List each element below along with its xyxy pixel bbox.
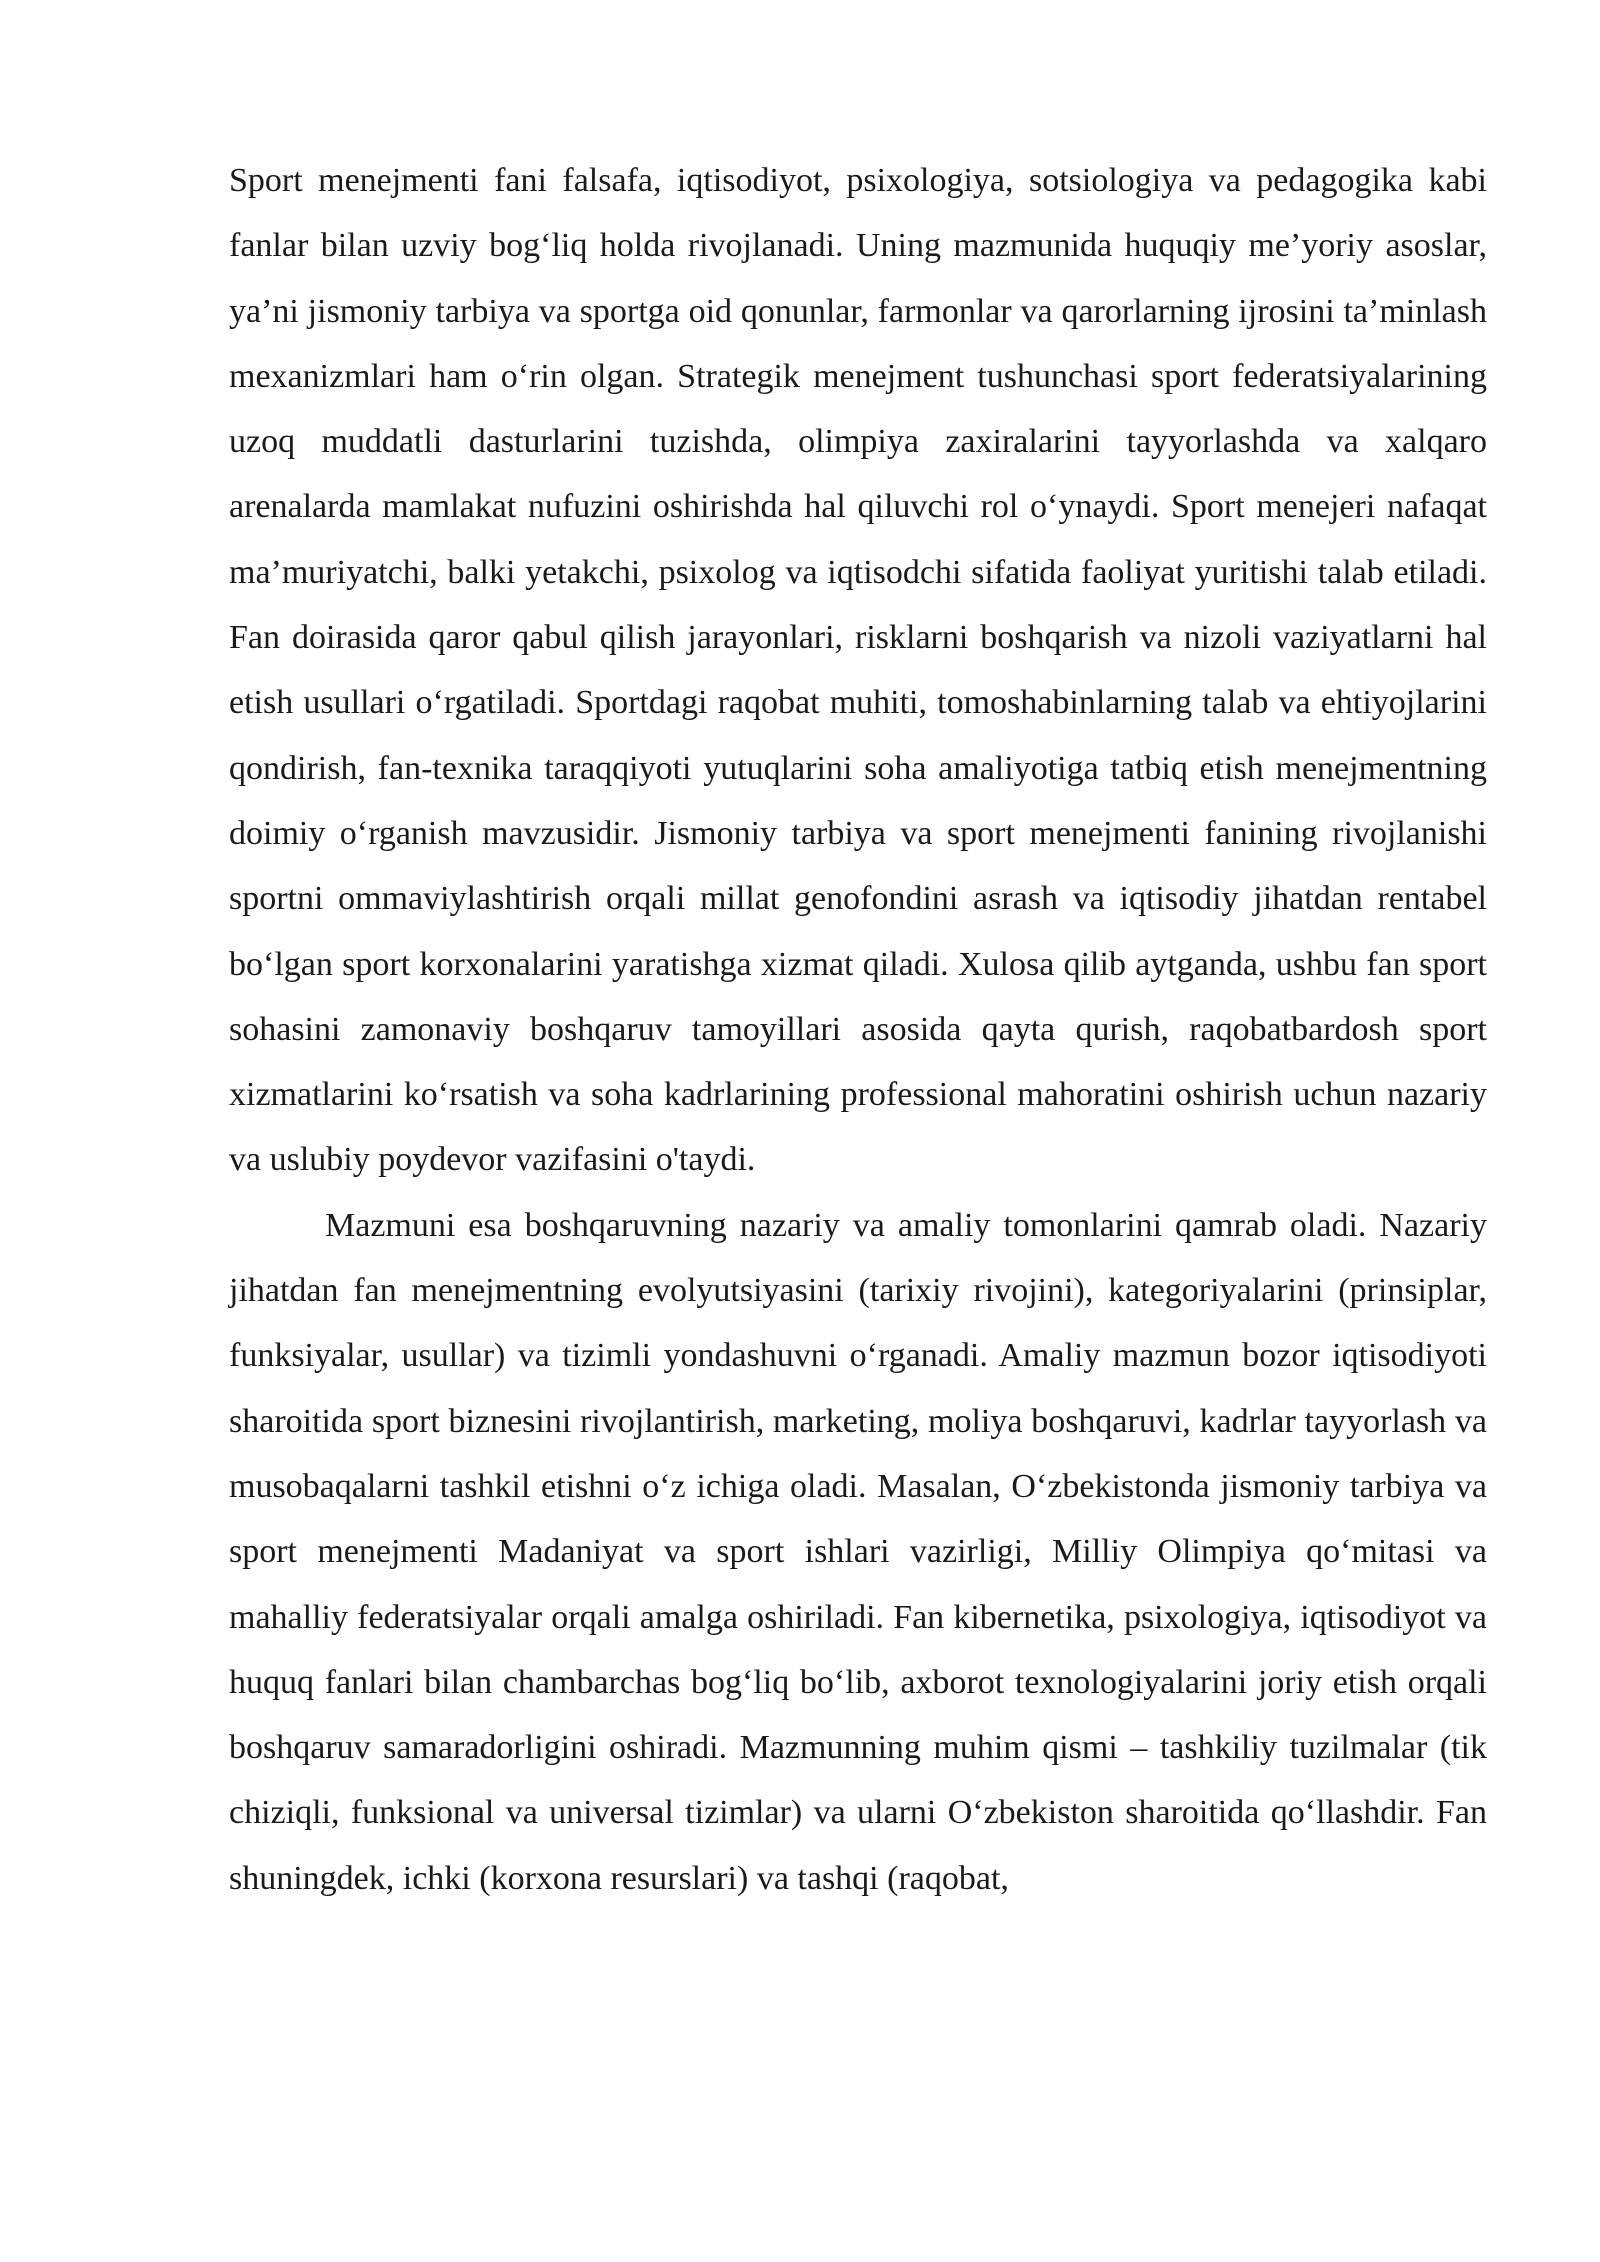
- body-text: [229, 148, 1487, 1911]
- paragraph-content-description: Mazmuni esa boshqaruvning nazariy va amaliy tomonlarini qamrab oladi. Nazariy jihatdan fan menejmentning evolyutsiyasini (tarixiy rivojini), kategoriyalarini (prinsiplar, funksiyalar, usullar) va tizimli yondashuvni o‘rganadi. Amaliy mazmun bozor iqtisodiyoti sharoitida sport biznesini rivojlantirish, marketing, moliya boshqaruvi, kadrlar tayyorlash va musobaqalarni tashkil etishni o‘z ichiga oladi. Masalan, O‘zbekistonda jismoniy tarbiya va sport menejmenti Madaniyat va sport ishlari vazirligi, Milliy Olimpiya qo‘mitasi va mahalliy federatsiyalar orqali amalga oshiriladi. Fan kibernetika, psixologiya, iqtisodiyot va huquq fanlari bilan chambarchas bog‘liq bo‘lib, axborot texnologiyalarini joriy etish orqali boshqaruv samaradorligini oshiradi. Mazmunning muhim qismi – tashkiliy tuzilmalar (tik chiziqli, funksional va universal tizimlar) va ularni O‘zbekiston sharoitida qo‘llashdir. Fan shuningdek, ichki (korxona resurslari) va tashqi (raqobat,: [229, 1206, 1487, 1897]
- paragraph-sport-management-overview: Sport menejmenti fani falsafa, iqtisodiyot, psixologiya, sotsiologiya va pedagogika kabi fanlar bilan uzviy bog‘liq holda rivojlanadi. Uning mazmunida huquqiy me’yoriy asoslar, ya’ni jismoniy tarbiya va sportga oid qonunlar, farmonlar va qarorlarning ijrosini ta’minlash mexanizmlari ham o‘rin olgan. Strategik menejment tushunchasi sport federatsiyalarining uzoq muddatli dasturlarini tuzishda, olimpiya zaxiralarini tayyorlashda va xalqaro arenalarda mamlakat nufuzini oshirishda hal qiluvchi rol o‘ynaydi. Sport menejeri nafaqat ma’muriyatchi, balki yetakchi, psixolog va iqtisodchi sifatida faoliyat yuritishi talab etiladi. Fan doirasida qaror qabul qilish jarayonlari, risklarni boshqarish va nizoli vaziyatlarni hal etish usullari o‘rgatiladi. Sportdagi raqobat muhiti, tomoshabinlarning talab va ehtiyojlarini qondirish, fan-texnika taraqqiyoti yutuqlarini soha amaliyotiga tatbiq etish menejmentning doimiy o‘rganish mavzusidir. Jismoniy tarbiya va sport menejmenti fanining rivojlanishi sportni ommaviylashtirish orqali millat genofondini asrash va iqtisodiy jihatdan rentabel bo‘lgan sport korxonalarini yaratishga xizmat qiladi. Xulosa qilib aytganda, ushbu fan sport sohasini zamonaviy boshqaruv tamoyillari asosida qayta qurish, raqobatbardosh sport xizmatlarini ko‘rsatish va soha kadrlarining professional mahoratini oshirish uchun nazariy va uslubiy poydevor vazifasini o'taydi.: [229, 162, 1487, 1179]
